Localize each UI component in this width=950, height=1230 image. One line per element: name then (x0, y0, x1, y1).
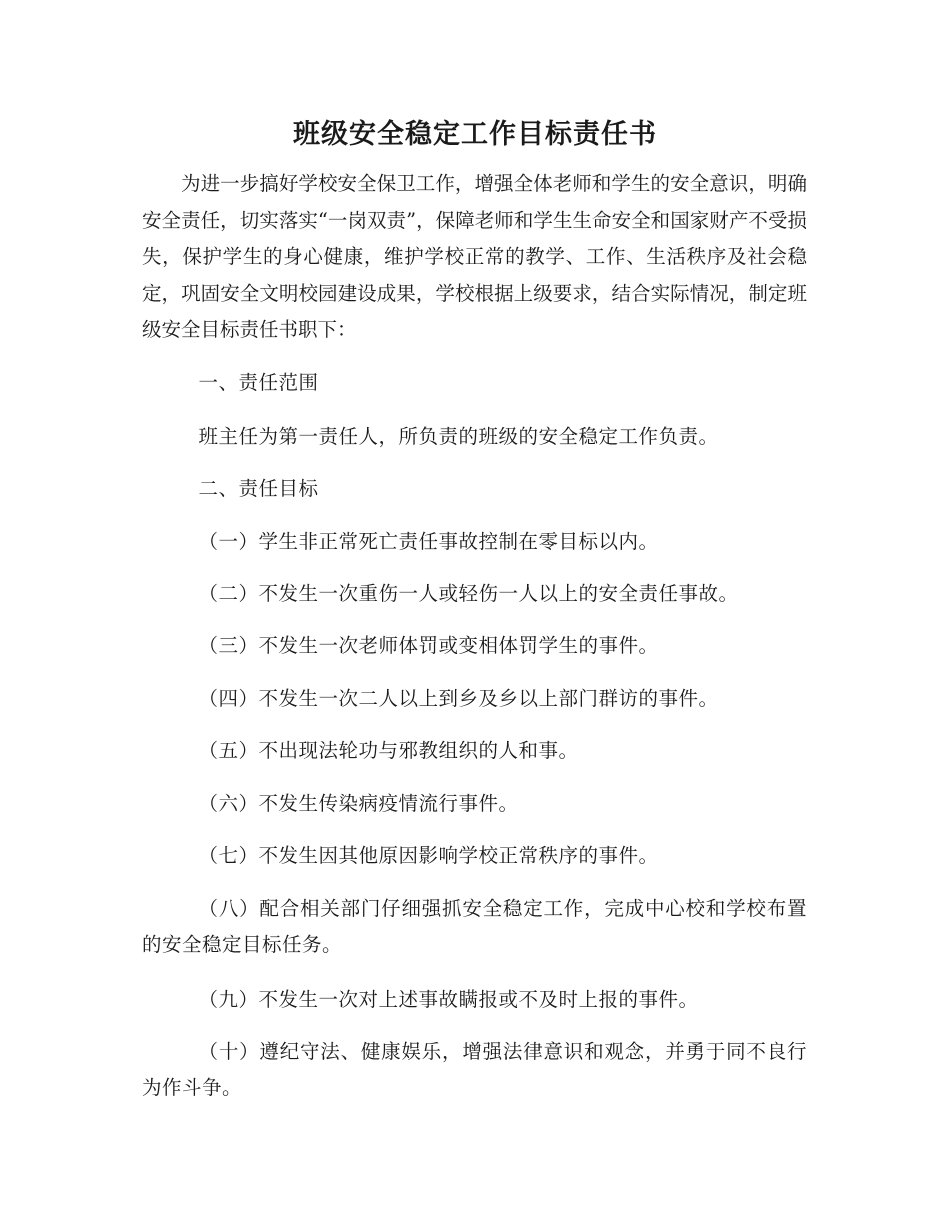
goal-item: （六）不发生传染病疫情流行事件。 (198, 792, 519, 815)
goal-item: （七）不发生因其他原因影响学校正常秩序的事件。 (198, 844, 659, 867)
goal-item: （三）不发生一次老师体罚或变相体罚学生的事件。 (198, 634, 659, 657)
goal-item: （四）不发生一次二人以上到乡及乡以上部门群访的事件。 (198, 687, 719, 710)
goal-item: （十）遵纪守法、健康娱乐，增强法律意识和观念，并勇于同不良行为作斗争。 (142, 1040, 807, 1099)
section1-body: 班主任为第一责任人，所负责的班级的安全稳定工作负责。 (198, 425, 719, 448)
intro-paragraph: 为进一步搞好学校安全保卫工作，增强全体老师和学生的安全意识，明确安全责任，切实落实“一岗双责”，保障老师和学生生命安全和国家财产不受损失，保护学生的身心健康，维护学校正常的教学、工作、生活秩序及社会稳定，巩固安全文明校园建设成果，学校根据上级要求，结合实际情况，制定班级安全目标责任书职下： (142, 172, 807, 341)
goal-item: （一）学生非正常死亡责任事故控制在零目标以内。 (198, 530, 659, 553)
goal-item: （二）不发生一次重伤一人或轻伤一人以上的安全责任事故。 (198, 582, 739, 605)
goal-item: （五）不出现法轮功与邪教组织的人和事。 (198, 739, 579, 762)
document-title: 班级安全稳定工作目标责任书 (293, 119, 657, 150)
goal-item: （八）配合相关部门仔细强抓安全稳定工作，完成中心校和学校布置的安全稳定目标任务。 (142, 897, 807, 956)
section2-heading: 二、责任目标 (198, 477, 319, 500)
section1-heading: 一、责任范围 (198, 371, 319, 394)
goal-item: （九）不发生一次对上述事故瞒报或不及时上报的事件。 (198, 988, 699, 1011)
